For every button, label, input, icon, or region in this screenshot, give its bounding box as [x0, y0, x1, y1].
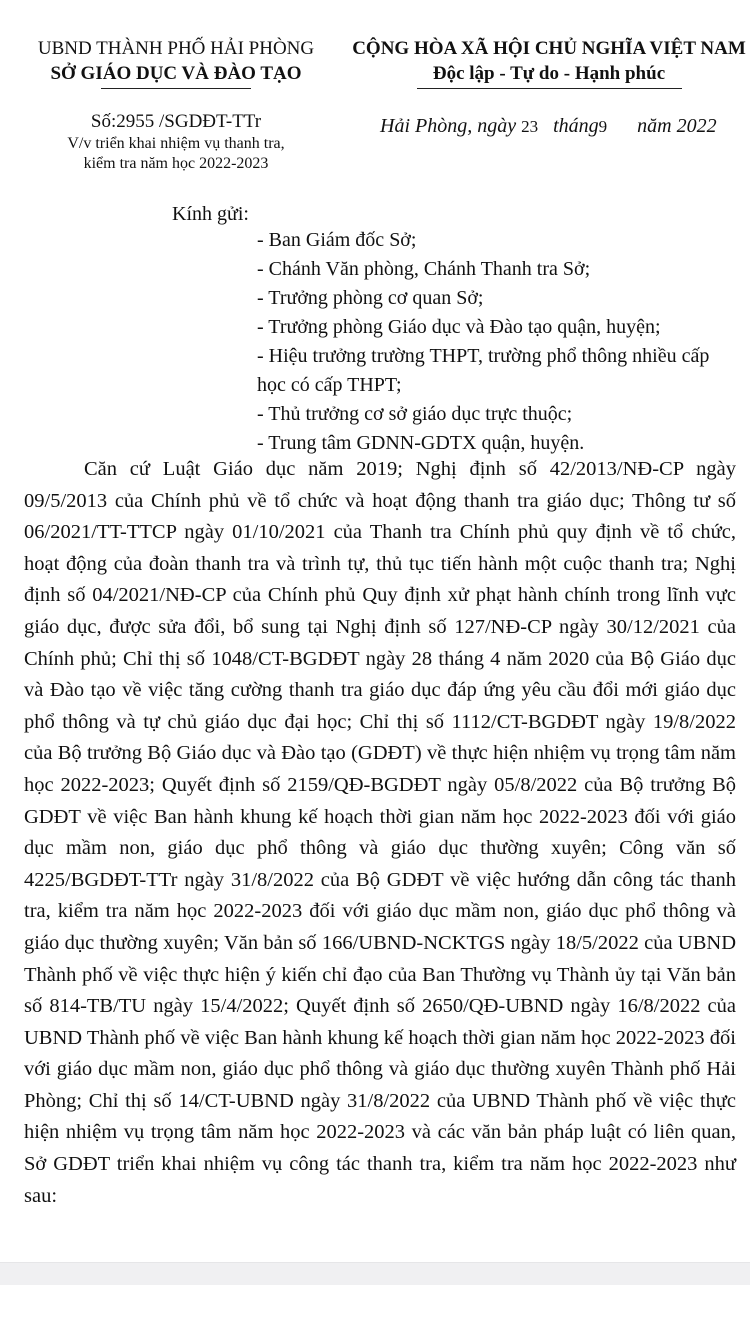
issuing-agency-block	[20, 36, 332, 89]
issue-date	[380, 114, 746, 139]
viewer-bottom-bar	[0, 1262, 750, 1285]
national-motto: Độc lập - Tự do - Hạnh phúc	[432, 63, 666, 84]
recipient-item: - Ban Giám đốc Sở;	[257, 229, 417, 251]
date-year: năm 2022	[637, 115, 717, 137]
nation-name: CỘNG HÒA XÃ HỘI CHỦ NGHĨA VIỆT NAM	[352, 38, 746, 59]
motto-underline	[417, 88, 682, 89]
document-subject	[20, 134, 332, 174]
department-name: SỞ GIÁO DỤC VÀ ĐÀO TẠO	[50, 63, 302, 84]
date-month-label: tháng	[553, 115, 599, 137]
national-motto-block	[348, 36, 750, 89]
greeting: Kính gửi:	[172, 203, 249, 225]
recipient-item: - Trưởng phòng cơ quan Sở;	[257, 287, 484, 309]
subject-line-2: kiểm tra năm học 2022-2023	[83, 155, 269, 172]
body-paragraph: Căn cứ Luật Giáo dục năm 2019; Nghị định số 42/2013/NĐ-CP ngày 09/5/2013 của Chính phủ về tổ chức và hoạt động thanh tra giáo dục; Thông tư số 06/2021/TT-TTCP ngày 01/10/2021 của Thanh tra Chính phủ quy định về tổ chức, hoạt động của đoàn thanh tra và trình tự, thủ tục tiến hành một cuộc thanh tra; Nghị định số 04/2021/NĐ-CP của Chính phủ Quy định xử phạt hành chính trong lĩnh vực giáo dục, được sửa đổi, bổ sung tại Nghị định số 127/NĐ-CP ngày 30/12/2021 của Chính phủ; Chỉ thị số 1048/CT-BGDĐT ngày 28 tháng 4 năm 2020 của Bộ Giáo dục và Đào tạo về việc tăng cường thanh tra giáo dục đáp ứng yêu cầu đổi mới giáo dục phổ thông và tự chủ giáo dục đại học; Chỉ thị số 1112/CT-BGDĐT ngày 19/8/2022 của Bộ trưởng Bộ Giáo dục và Đào tạo (GDĐT) về thực hiện nhiệm vụ trọng tâm năm học 2022-2023; Quyết định số 2159/QĐ-BGDĐT ngày 05/8/2022 của Bộ trưởng Bộ GDĐT về việc Ban hành khung kế hoạch thời gian năm học 2022-2023 đối với giáo dục mầm non, giáo dục phổ thông và giáo dục thường xuyên; Công văn số 4225/BGDĐT-TTr ngày 31/8/2022 của Bộ GDĐT về việc hướng dẫn công tác thanh tra, kiểm tra năm học 2022-2023 đối với giáo dục mầm non, giáo dục phổ thông và giáo dục thường xuyên; Văn bản số 166/UBND-NCKTGS ngày 18/5/2022 của UBND Thành phố về việc thực hiện ý kiến chỉ đạo của Ban Thường vụ Thành ủy tại Văn bản số 814-TB/TU ngày 15/4/2022; Quyết định số 2650/QĐ-UBND ngày 16/8/2022 của UBND Thành phố về việc Ban hành khung kế hoạch thời gian năm học 2022-2023 đối với giáo dục mầm non, giáo dục phổ thông và giáo dục thường xuyên Thành phố Hải Phòng; Chỉ thị số 14/CT-UBND ngày 31/8/2022 của UBND Thành phố về việc thực hiện nhiệm vụ trọng tâm năm học 2022-2023 và các văn bản pháp luật có liên quan, Sở GDĐT triển khai nhiệm vụ công tác thanh tra, kiểm tra năm học 2022-2023 như sau:	[24, 458, 736, 1207]
date-city-prefix: Hải Phòng, ngày	[380, 115, 517, 137]
recipient-item: - Hiệu trưởng trường THPT, trường phổ thông nhiều cấp học có cấp THPT;	[257, 345, 710, 396]
recipient-item: - Chánh Văn phòng, Chánh Thanh tra Sở;	[257, 258, 591, 280]
recipient-item: - Trưởng phòng Giáo dục và Đào tạo quận, huyện;	[257, 316, 661, 338]
agency-name: UBND THÀNH PHỐ HẢI PHÒNG	[37, 38, 315, 59]
agency-underline	[101, 88, 251, 89]
document-number: Số:2955 /SGDĐT-TTr	[90, 111, 262, 132]
recipient-item: - Trung tâm GDNN-GDTX quận, huyện.	[257, 432, 585, 454]
recipient-list	[257, 226, 737, 458]
recipient-item: - Thủ trưởng cơ sở giáo dục trực thuộc;	[257, 403, 573, 425]
date-day: 23	[521, 117, 539, 136]
subject-line-1: V/v triển khai nhiệm vụ thanh tra,	[67, 135, 285, 152]
date-month: 9	[598, 117, 608, 136]
